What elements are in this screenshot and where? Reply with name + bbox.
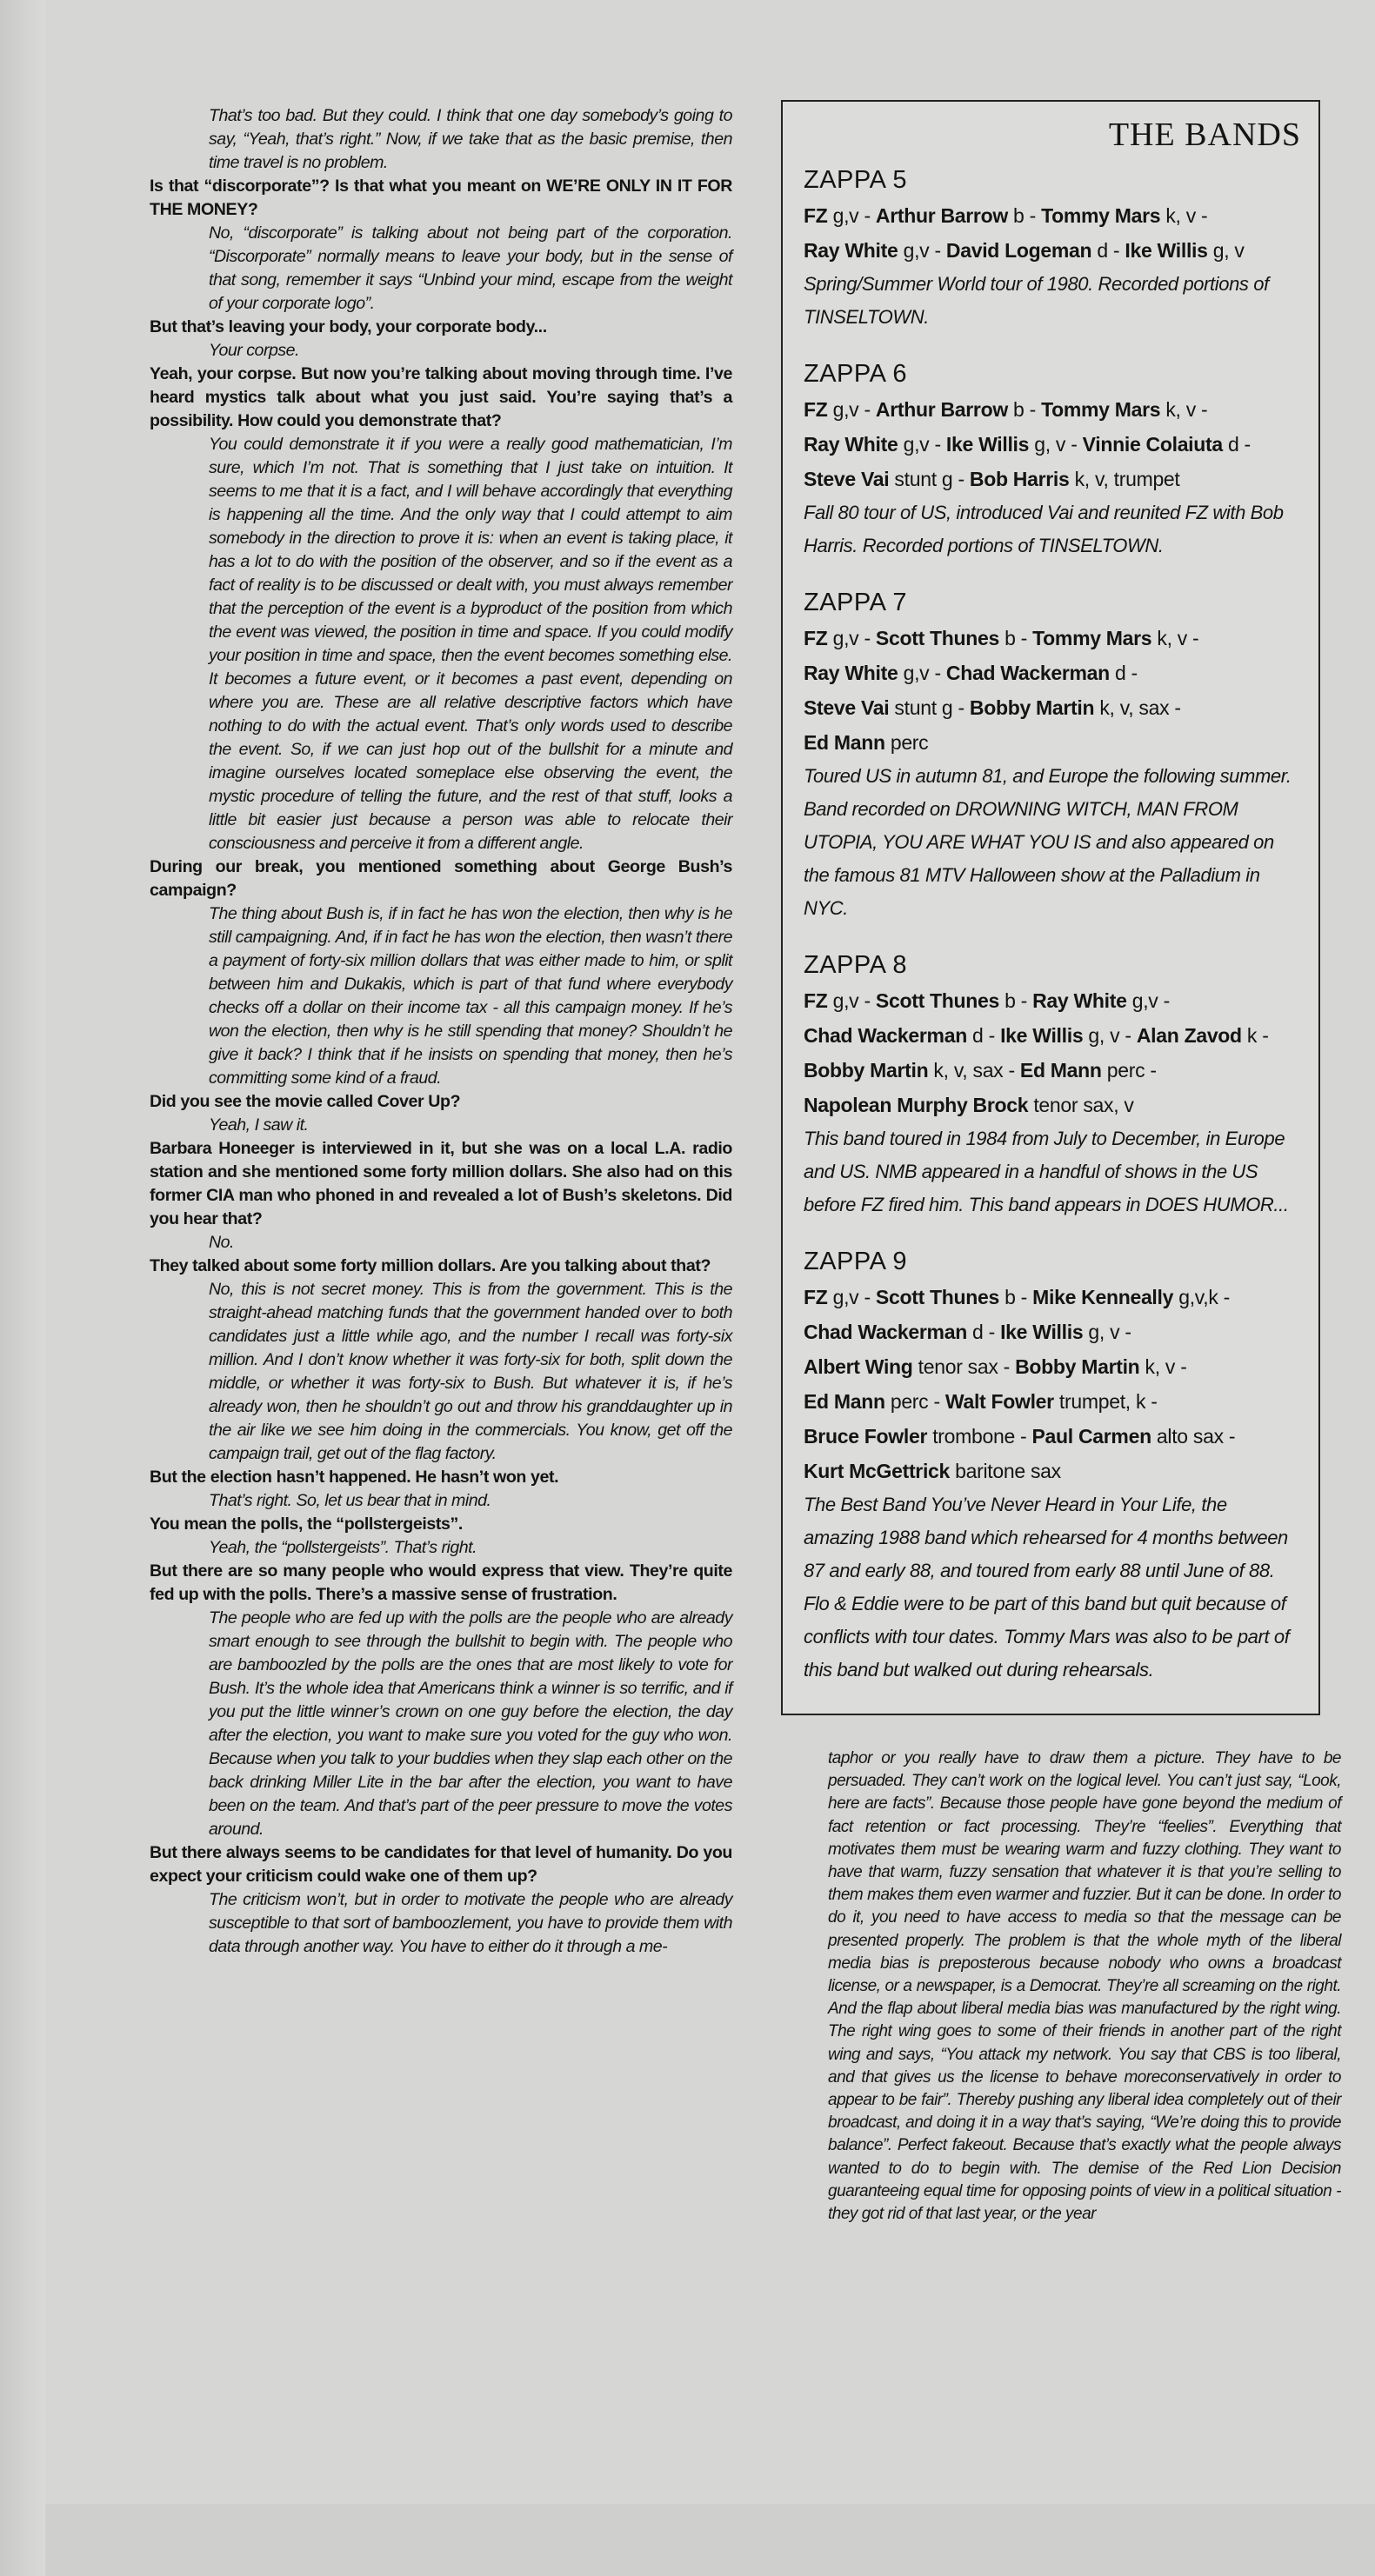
- member-name: Kurt McGettrick: [804, 1460, 951, 1482]
- member-role: stunt g -: [889, 696, 970, 719]
- member-name: Ike Willis: [945, 433, 1030, 456]
- page-edge: [0, 0, 45, 2576]
- interview-question: Barbara Honeeger is interviewed in it, but she was on a local L.A. radio station and she mentioned some forty million dollars. She also had on this former CIA man who phoned in and revealed a lot of Bush’s skeletons. Did you hear that?: [150, 1139, 732, 1228]
- band-member-line: [804, 1384, 1301, 1419]
- continuation-text: taphor or you really have to draw them a picture. They have to be persuaded. They can’t work on the logical level. You can’t just say, “Look, here are facts”. Because those people have gone beyond the medium of fact retention or fact processing. They’re “feelies”. Everything that motivates them must be wearing warm and fuzzy clothing. They want to have that warm, fuzzy sensation that whatever it is that you’re selling to them makes them even warmer and fuzzier. But it can be done. In order to do it, you need to have access to media so that the message can be presented properly. The problem is that the whole myth of the liberal media bias is preposterous because nobody who owns a broadcast license, or a newspaper, is a Democrat. They’re all screaming on the right. And the flap about liberal media bias was manufactured by the right wing. The right wing goes to some of their friends in another part of the right wing and says, “You attack my network. You say that CBS is too liberal, and that gives us the license to behave moreconservatively in order to appear to be fair”. Thereby pushing any liberal idea completely out of their broadcast, and doing it in a way that’s saying, “We’re doing this to provide balance”. Perfect fakeout. Because that’s exactly what the people always wanted to do to begin with. The demise of the Red Lion Decision guaranteeing equal time for opposing points of view in a political situation - they got rid of that last year, or the year: [828, 1749, 1341, 2224]
- member-role: k, v -: [1160, 204, 1208, 227]
- member-name: Scott Thunes: [875, 989, 999, 1012]
- band-note: Spring/Summer World tour of 1980. Recorded portions of TINSELTOWN.: [804, 273, 1269, 328]
- member-role: g,v -: [827, 627, 876, 649]
- band-members: [804, 392, 1301, 496]
- member-role: k, v, sax -: [928, 1059, 1020, 1082]
- member-role: perc: [884, 731, 929, 754]
- interview-answer: The people who are fed up with the polls are the people who are already smart enough to see through the bullshit to begin with. The people who are bamboozled by the polls are the ones that are most likely to vote for Bush. It’s the whole idea that Americans think a winner is so terrific, and if you put the little winner’s crown on one guy before the election, the day after the election, you want to make sure you voted for the guy who won. Because when you talk to your buddies when they slap each other on the back drinking Miller Lite in the bar after the election, you want to have been on the team. And that’s part of the peer pressure to move the votes around.: [209, 1608, 732, 1839]
- member-name: Ike Willis: [1000, 1321, 1084, 1343]
- member-role: g, v -: [1083, 1321, 1131, 1343]
- band-name: ZAPPA 9: [804, 1248, 908, 1275]
- interview-question: Yeah, your corpse. But now you’re talking about moving through time. I’ve heard mystics talk about what you just said. You’re saying that’s a possibility. How could you demonstrate that?: [150, 364, 732, 430]
- member-name: Steve Vai: [804, 468, 890, 490]
- band-members: [804, 983, 1301, 1122]
- band-member-line: [804, 725, 1301, 760]
- member-name: Walt Fowler: [944, 1390, 1054, 1413]
- member-name: FZ: [804, 204, 828, 227]
- member-role: tenor sax, v: [1028, 1094, 1134, 1116]
- band-entry: [804, 166, 1301, 334]
- member-role: perc -: [1101, 1059, 1157, 1082]
- member-name: Chad Wackerman: [804, 1321, 967, 1343]
- interview-question: You mean the polls, the “pollstergeists”.: [150, 1514, 463, 1534]
- member-role: g, v: [1207, 239, 1245, 262]
- member-name: Ike Willis: [1000, 1024, 1084, 1047]
- band-member-line: [804, 1349, 1301, 1384]
- interview-question: Did you see the movie called Cover Up?: [150, 1092, 461, 1111]
- band-name: ZAPPA 6: [804, 360, 908, 388]
- member-role: k, v, trumpet: [1069, 468, 1180, 490]
- band-name: ZAPPA 7: [804, 589, 908, 616]
- member-role: g,v -: [827, 204, 876, 227]
- band-note: Fall 80 tour of US, introduced Vai and reunited FZ with Bob Harris. Recorded portions of TINSELTOWN.: [804, 502, 1284, 556]
- band-entry: [804, 1248, 1301, 1687]
- member-role: tenor sax -: [912, 1355, 1016, 1378]
- bands-sidebar: [781, 100, 1320, 1715]
- interview-column: [150, 104, 732, 1959]
- member-role: k, v -: [1139, 1355, 1187, 1378]
- member-name: Napolean Murphy Brock: [804, 1094, 1029, 1116]
- member-role: b -: [999, 1286, 1033, 1308]
- member-role: g, v -: [1029, 433, 1083, 456]
- member-name: FZ: [804, 627, 828, 649]
- member-role: d -: [966, 1024, 1001, 1047]
- member-role: trumpet, k -: [1053, 1390, 1158, 1413]
- member-role: baritone sax: [950, 1460, 1061, 1482]
- band-member-line: [804, 392, 1301, 427]
- member-name: Steve Vai: [804, 696, 890, 719]
- member-name: Arthur Barrow: [875, 204, 1008, 227]
- member-name: Ike Willis: [1125, 239, 1208, 262]
- band-note: Toured US in autumn 81, and Europe the following summer. Band recorded on DROWNING WITCH, MAN FROM UTOPIA, YOU ARE WHAT YOU IS and also appeared on the famous 81 MTV Halloween show at the Palladium in NYC.: [804, 765, 1292, 919]
- member-role: g,v -: [898, 433, 946, 456]
- interview-answer: No, this is not secret money. This is from the government. This is the straight-ahead matching funds that the government handed over to both candidates just a little while ago, and the number I recall was forty-six million. And I don’t know whether it was forty-six for both, split down the middle, or whether it was forty-six to Bush. But whatever it is, if he’s already won, then he shouldn’t go out and throw his granddaughter up in the air like we see him doing in the commercials. You know, get off the campaign trail, get out of the flag factory.: [209, 1280, 732, 1463]
- member-role: g,v -: [1126, 989, 1170, 1012]
- member-role: b -: [1007, 204, 1042, 227]
- band-member-line: [804, 1088, 1301, 1122]
- member-name: Tommy Mars: [1041, 398, 1161, 421]
- interview-answer: That’s too bad. But they could. I think that one day somebody’s going to say, “Yeah, that’s right.” Now, if we take that as the basic premise, then time travel is no problem.: [209, 106, 732, 172]
- band-entry: [804, 951, 1301, 1221]
- interview-question: But the election hasn’t happened. He hasn’t won yet.: [150, 1468, 559, 1487]
- member-role: k, v, sax -: [1094, 696, 1181, 719]
- member-name: Scott Thunes: [875, 627, 999, 649]
- member-name: Tommy Mars: [1032, 627, 1152, 649]
- member-name: Chad Wackerman: [945, 662, 1110, 684]
- interview-answer: Your corpse.: [209, 341, 300, 360]
- band-name: ZAPPA 8: [804, 951, 908, 979]
- member-name: FZ: [804, 1286, 828, 1308]
- member-role: b -: [1007, 398, 1042, 421]
- member-name: Bob Harris: [969, 468, 1070, 490]
- member-name: David Logeman: [945, 239, 1092, 262]
- interview-answer: Yeah, the “pollstergeists”. That’s right.: [209, 1538, 477, 1557]
- member-role: d -: [1109, 662, 1138, 684]
- member-role: b -: [999, 627, 1033, 649]
- member-name: Bobby Martin: [804, 1059, 929, 1082]
- interview-question: Is that “discorporate”? Is that what you meant on WE’RE ONLY IN IT FOR THE MONEY?: [150, 176, 732, 219]
- band-member-line: [804, 427, 1301, 462]
- bands-title: THE BANDS: [1108, 116, 1301, 153]
- member-role: d -: [966, 1321, 1001, 1343]
- member-role: trombone -: [927, 1425, 1032, 1448]
- member-role: d -: [1222, 433, 1251, 456]
- member-role: g,v -: [898, 662, 946, 684]
- member-role: k, v -: [1151, 627, 1199, 649]
- member-name: Scott Thunes: [875, 1286, 999, 1308]
- member-name: Alan Zavod: [1136, 1024, 1242, 1047]
- member-role: b -: [999, 989, 1033, 1012]
- band-member-line: [804, 1018, 1301, 1053]
- band-member-line: [804, 690, 1301, 725]
- interview-question: But there are so many people who would express that view. They’re quite fed up with the polls. There’s a massive sense of frustration.: [150, 1561, 732, 1604]
- interview-question: But there always seems to be candidates for that level of humanity. Do you expect your criticism could wake one of them up?: [150, 1843, 732, 1886]
- band-member-line: [804, 1280, 1301, 1315]
- band-member-line: [804, 1053, 1301, 1088]
- band-member-line: [804, 621, 1301, 656]
- interview-answer: No, “discorporate” is talking about not being part of the corporation. “Discorporate” normally means to leave your body, but in the sense of that song, remember it says “Unbind your mind, escape from the weight of your corporate logo”.: [209, 223, 732, 313]
- band-entry: [804, 589, 1301, 925]
- member-name: Mike Kenneally: [1032, 1286, 1174, 1308]
- interview-question: During our break, you mentioned something about George Bush’s campaign?: [150, 857, 732, 900]
- member-name: Bobby Martin: [1015, 1355, 1140, 1378]
- interview-answer: The thing about Bush is, if in fact he has won the election, then why is he still campaigning. And, if in fact he has won the election, then wasn’t there a payment of forty-six million dollars that was either made to him, or split between him and Dukakis, which is part of that fund where everybody checks off a dollar on their income tax - all this campaign money. If he’s won the election, then why is he still spending that money? Shouldn’t he give it back? I think that if he insists on spending that money, then he’s committing some kind of a fraud.: [209, 904, 732, 1088]
- interview-answer: You could demonstrate it if you were a really good mathematician, I’m sure, which I’m not. That is something that I just take on intuition. It seems to me that it is a fact, and I will behave accordingly that everything is happening all the time. And the only way that I could attempt to aim somebody in the direction to prove it is: when an event is taking place, it has a lot to do with the position of the observer, and so if the event as a fact of reality is to be discussed or dealt with, you must always remember that the perception of the event is a byproduct of the position from which the event was viewed, the position in time and space. If you could modify your position in time and space, then the event becomes something else. It becomes a future event, or it becomes a past event, depending on where you are. These are all relative descriptive factors which have nothing to do with the actual event. That’s only words used to describe the event. So, if we can just hop out of the bullshit for a minute and imagine ourselves located someplace else observing the event, the mystic procedure of telling the future, and the rest of that stuff, looks a little bit easier just because a person was able to relocate their consciousness and perceive it from a different angle.: [209, 435, 732, 853]
- member-name: Ray White: [1032, 989, 1127, 1012]
- member-name: Ray White: [804, 239, 898, 262]
- bands-list: [804, 166, 1301, 1687]
- member-name: Vinnie Colaiuta: [1082, 433, 1223, 456]
- member-role: g, v -: [1083, 1024, 1137, 1047]
- band-member-line: [804, 1454, 1301, 1488]
- interview-question: But that’s leaving your body, your corporate body...: [150, 317, 547, 336]
- band-member-line: [804, 656, 1301, 690]
- member-role: d -: [1091, 239, 1125, 262]
- member-name: Bobby Martin: [969, 696, 1095, 719]
- interview-answer: That’s right. So, let us bear that in mind.: [209, 1491, 491, 1510]
- member-name: Paul Carmen: [1031, 1425, 1151, 1448]
- member-name: Ed Mann: [804, 1390, 885, 1413]
- member-name: Bruce Fowler: [804, 1425, 928, 1448]
- band-name: ZAPPA 5: [804, 166, 908, 194]
- band-member-line: [804, 983, 1301, 1018]
- band-note: This band toured in 1984 from July to December, in Europe and US. NMB appeared in a handful of shows in the US before FZ fired him. This band appears in DOES HUMOR...: [804, 1128, 1289, 1215]
- band-member-line: [804, 233, 1301, 268]
- member-role: g,v -: [827, 398, 876, 421]
- member-name: Arthur Barrow: [875, 398, 1008, 421]
- band-member-line: [804, 1315, 1301, 1349]
- band-entry: [804, 360, 1301, 562]
- interview-question: They talked about some forty million dollars. Are you talking about that?: [150, 1256, 711, 1275]
- member-role: g,v,k -: [1173, 1286, 1231, 1308]
- band-members: [804, 621, 1301, 760]
- member-role: k -: [1241, 1024, 1269, 1047]
- member-name: Ed Mann: [804, 731, 885, 754]
- band-member-line: [804, 198, 1301, 233]
- band-members: [804, 198, 1301, 268]
- member-name: FZ: [804, 989, 828, 1012]
- member-role: k, v -: [1160, 398, 1208, 421]
- interview-answer: Yeah, I saw it.: [209, 1115, 309, 1135]
- member-name: Ray White: [804, 433, 898, 456]
- member-role: g,v -: [827, 1286, 876, 1308]
- member-role: perc -: [884, 1390, 945, 1413]
- member-name: Tommy Mars: [1041, 204, 1161, 227]
- band-members: [804, 1280, 1301, 1488]
- member-role: g,v -: [898, 239, 946, 262]
- member-name: Chad Wackerman: [804, 1024, 967, 1047]
- interview-answer: The criticism won’t, but in order to motivate the people who are already susceptible to that sort of bamboozlement, you have to provide them with data through another way. You have to either do it through a me-: [209, 1890, 732, 1956]
- member-role: g,v -: [827, 989, 876, 1012]
- band-member-line: [804, 1419, 1301, 1454]
- member-role: alto sax -: [1151, 1425, 1236, 1448]
- member-name: Ray White: [804, 662, 898, 684]
- member-name: Albert Wing: [804, 1355, 913, 1378]
- band-member-line: [804, 462, 1301, 496]
- band-note: The Best Band You’ve Never Heard in Your Life, the amazing 1988 band which rehearsed for 4 months between 87 and early 88, and toured from early 88 until June of 88. Flo & Eddie were to be part of this band but quit because of conflicts with tour dates. Tommy Mars was also to be part of this band but walked out during rehearsals.: [804, 1494, 1290, 1681]
- member-name: FZ: [804, 398, 828, 421]
- interview-answer: No.: [209, 1233, 234, 1252]
- member-name: Ed Mann: [1019, 1059, 1102, 1082]
- page-bottom-strip: [45, 2504, 1375, 2576]
- member-role: stunt g -: [889, 468, 970, 490]
